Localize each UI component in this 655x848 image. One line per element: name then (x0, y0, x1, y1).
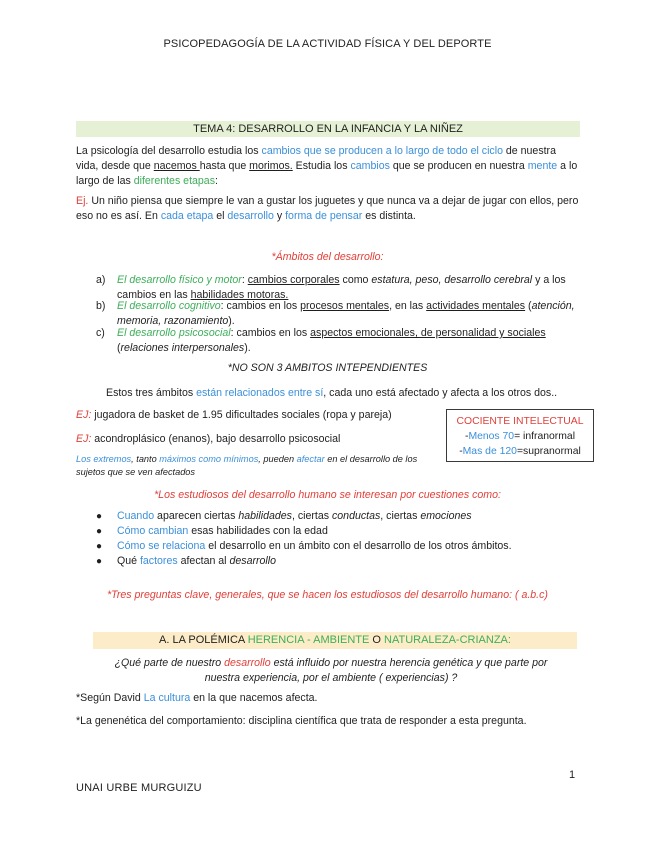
list-item: a) El desarrollo físico y motor: cambios corporales como estatura, peso, desarrollo cerebral y a los cambios en las habilidades motoras. (96, 274, 566, 301)
list-label: c) (96, 327, 105, 339)
key-question: ¿Qué parte de nuestro desarrollo está influido por nuestra herencia genética y que parte por nuestra experiencia, por el ambiente ( experiencias) ? (114, 657, 548, 684)
note-line: *Según David La cultura en la que nacemos afecta. (76, 692, 318, 704)
iq-box-title: COCIENTE INTELECTUAL (456, 416, 584, 427)
related-paragraph: Estos tres ámbitos están relacionados entre sí, cada uno está afectado y afecta a los otros dos.. (106, 387, 558, 399)
document-header: PSICOPEDAGOGÍA DE LA ACTIVIDAD FÍSICA Y DEL DEPORTE (163, 38, 492, 50)
example-paragraph: Ej. Un niño piensa que siempre le van a gustar los juguetes y que nunca va a dejar de jugar con ellos, pero eso no es así. En cada etapa el desarrollo y forma de pensar es distinta. (76, 195, 579, 222)
ambitos-heading: *Ámbitos del desarrollo: (271, 251, 384, 263)
section-a-heading: A. LA POLÉMICA HERENCIA - AMBIENTE O NATURALEZA-CRIANZA: (93, 632, 577, 649)
intro-paragraph: La psicología del desarrollo estudia los cambios que se producen a lo largo de todo el ciclo de nuestra vida, desde que nacemos hasta que morimos. Estudia los cambios que se producen en nuestra mente a lo largo de las diferentes etapas: (76, 145, 578, 187)
bullet-icon: ● (96, 511, 103, 522)
list-label: a) (96, 274, 106, 286)
bullet-icon: ● (96, 541, 103, 552)
example-line: EJ: jugadora de basket de 1.95 dificultades sociales (ropa y pareja) (76, 409, 392, 421)
bullet-icon: ● (96, 526, 103, 537)
bullet-item: ● Qué factores afectan al desarrollo (96, 555, 277, 567)
note-line: *La genenética del comportamiento: disciplina científica que trata de responder a esta pregunta. (76, 715, 527, 727)
bullet-item: ● Cómo cambian esas habilidades con la edad (96, 525, 328, 537)
page-number: 1 (569, 769, 576, 781)
footer-author: UNAI URBE MURGUIZU (76, 782, 202, 794)
list-item: b) El desarrollo cognitivo: cambios en los procesos mentales, en las actividades mentales (atención, memoria, razonamiento). (96, 300, 575, 327)
bullet-icon: ● (96, 556, 103, 567)
topic-title: TEMA 4: DESARROLLO EN LA INFANCIA Y LA NIÑEZ (76, 121, 580, 137)
studies-heading: *Los estudiosos del desarrollo humano se interesan por cuestiones como: (154, 489, 501, 501)
iq-box (446, 409, 594, 462)
iq-row-low: -Menos 70= infranormal (464, 431, 576, 442)
not-independent-note: *NO SON 3 AMBITOS INTEPENDIENTES (227, 362, 428, 374)
bullet-item: ● Cómo se relaciona el desarrollo en un ámbito con el desarrollo de los otros ámbitos. (96, 540, 512, 552)
three-questions-note: *Tres preguntas clave, generales, que se hacen los estudiosos del desarrollo humano: ( a.b.c) (107, 589, 548, 601)
list-label: b) (96, 300, 106, 312)
list-item: c) El desarrollo psicosocial: cambios en los aspectos emocionales, de personalidad y sociales (relaciones interpersonales). (96, 327, 546, 354)
iq-row-high: -Mas de 120=supranormal (459, 446, 581, 457)
bullet-item: ● Cuando aparecen ciertas habilidades, ciertas conductas, ciertas emociones (96, 510, 472, 522)
extremes-note: Los extremos, tanto máximos como mínimos, pueden afectar en el desarrollo de los sujetos que se ven afectados (76, 454, 418, 477)
example-line: EJ: acondroplásico (enanos), bajo desarrollo psicosocial (76, 433, 341, 445)
